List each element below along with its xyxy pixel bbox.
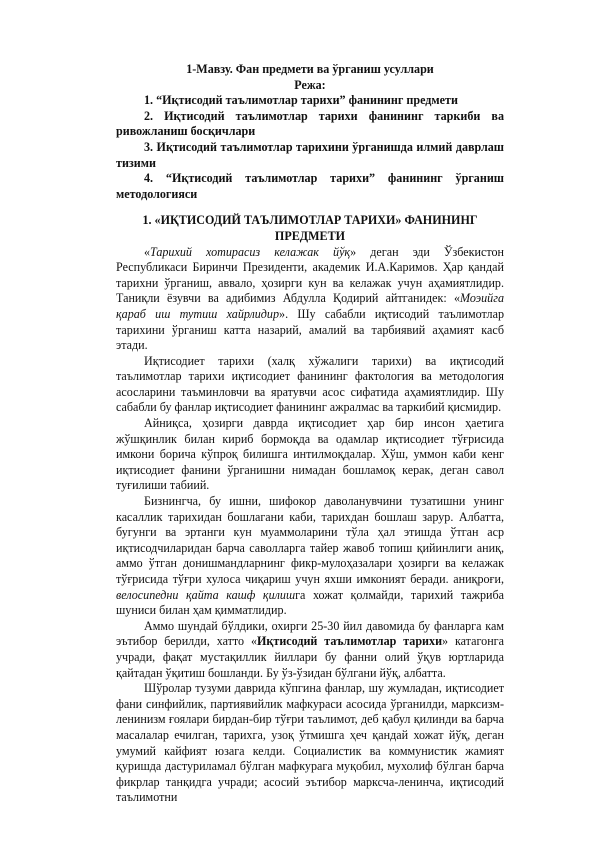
spacer <box>116 202 504 213</box>
plan-label: Режа: <box>294 77 326 92</box>
paragraph-6: Шўролар тузуми даврида кўпгина фанлар, шу жумладан, иқтисодиет фани синфийлик, партиявийлик мафкураси асосида ўрганилди, марксизм-ленинизм ғоялари бирдан-бир тўғри таълимот, деб қабул қилинди ва барча масалалар ечилган, тарихга, узоқ ўтмишга ҳеч қандай хожат йўқ, деган умумий кайфият юзага келди. Социалистик ва коммунистик жамият қуришда дастуриламал бўлган мафкурага муқобил, мухолиф бўлган барча фикрлар танқидга учради; асосий эътибор марксча-ленинча, иқтисодий таълимотни <box>116 681 504 805</box>
p4-text-c: га хожат қолмайди, тарихий тажриба шуниси билан ҳам қимматлидир. <box>116 587 504 618</box>
p1-text-a: « <box>144 244 151 259</box>
p5-text-c: » катагонга учради, фақат мустақиллик йиллари бу фанни олий ўқув юртларида қайтадан ўқитиш бошланди. Бу ўз-ўзидан бўлгани йўқ, албатта. <box>116 634 504 680</box>
p1-quote2-italic: Моэийга қараб иш тутиш хайрлидир <box>116 291 504 321</box>
plan-item-3: 3. Иқтисодий таълимотлар тарихини ўрганишда илмий даврлаш тизими <box>116 139 504 170</box>
plan-item-2: 2. Иқтисодий таълимотлар тарихи фанининг таркиби ва ривожланиш босқичлари <box>116 108 504 139</box>
p1-text-c: » деган эди Ўзбекистон Республикаси Биринчи Президенти, академик И.А.Каримов. Ҳар қандай тарихни ўрганиш, аввало, ҳозирги кун ва келажак учун аҳамиятлидир. Таниқли ёзувчи ва адибимиз Абдулла Қодирий айтганидек: « <box>116 244 504 306</box>
paragraph-2: Иқтисодиет тарихи (халқ хўжалиги тарихи) ва иқтисодий таълимотлар тарихи иқтисодиет фанининг фактология ва методология асосларини таъминловчи ва яратувчи асос сифатида аҳамиятлидир. Шу сабабли бу фанлар иқтисодиет фанининг ажралмас ва таркибий қисмидир. <box>116 353 504 415</box>
plan-item-4: 4. “Иқтисодий таълимотлар тарихи” фанининг ўрганиш методологияси <box>116 171 504 201</box>
p4-italic-phrase: велосипедни қайта кашф қилиш <box>116 587 296 602</box>
paragraph-4 <box>116 494 504 619</box>
p5-text-a: Аммо шундай бўлдики, охирги 25-30 йил давомида бу фанларга кам эътибор берилди, хатто « <box>116 618 504 649</box>
p5-bold-phrase: Иқтисодий таълимотлар тарихи <box>257 634 443 649</box>
document-title: 1-Мавзу. Фан предмети ва ўрганиш усуллари <box>186 62 434 76</box>
p1-text-e: ». Шу сабабли иқтисодий таълимотлар тарихини ўрганиш катта назарий, амалий ва тарбиявий аҳамият касб этади. <box>116 306 504 353</box>
paragraph-5 <box>116 619 504 681</box>
plan-item-1: 1. “Иқтисодий таълимотлар тарихи” фанининг предмети <box>144 93 458 108</box>
p1-quote-italic: Тарихий хотирасиз келажак йўқ <box>150 244 351 259</box>
section-title-line-2: ПРЕДМЕТИ <box>274 228 346 243</box>
paragraph-3: Айниқса, ҳозирги даврда иқтисодиет ҳар бир инсон ҳаетига жўшқинлик билан кириб бормоқда ва одамлар иқтисодиет тўғрисида имкони борича кўпроқ билишга интилмоқдалар. Хўш, уммон каби кенг иқтисодиет фанини ўрганишни нимадан бошламоқ керак, деган савол туғилиши табиий. <box>116 416 504 493</box>
paragraph-1 <box>116 245 504 354</box>
p4-text-a: Бизнингча, бу ишни, шифокор даволанувчини тузатишни унинг касаллик тарихидан бошлагани каби, тарихдан бошлаш зарур. Албатта, бугунги ва эртанги кун муаммоларини тўла ҳал этишда ўтган аср иқтисодчиларидан барча саволларга тайер жавоб топиш қийинлиги аниқ, аммо ўтган донишмандларнинг фикр-мулоҳазалари ҳозирги ва келажак тўғрисида тўғри хулоса чиқариш учун яхши имконият беради. аниқроғи, <box>116 494 504 586</box>
section-title-line-1: 1. «ИҚТИСОДИЙ ТАЪЛИМОТЛАР ТАРИХИ» ФАНИНИНГ <box>142 213 478 228</box>
